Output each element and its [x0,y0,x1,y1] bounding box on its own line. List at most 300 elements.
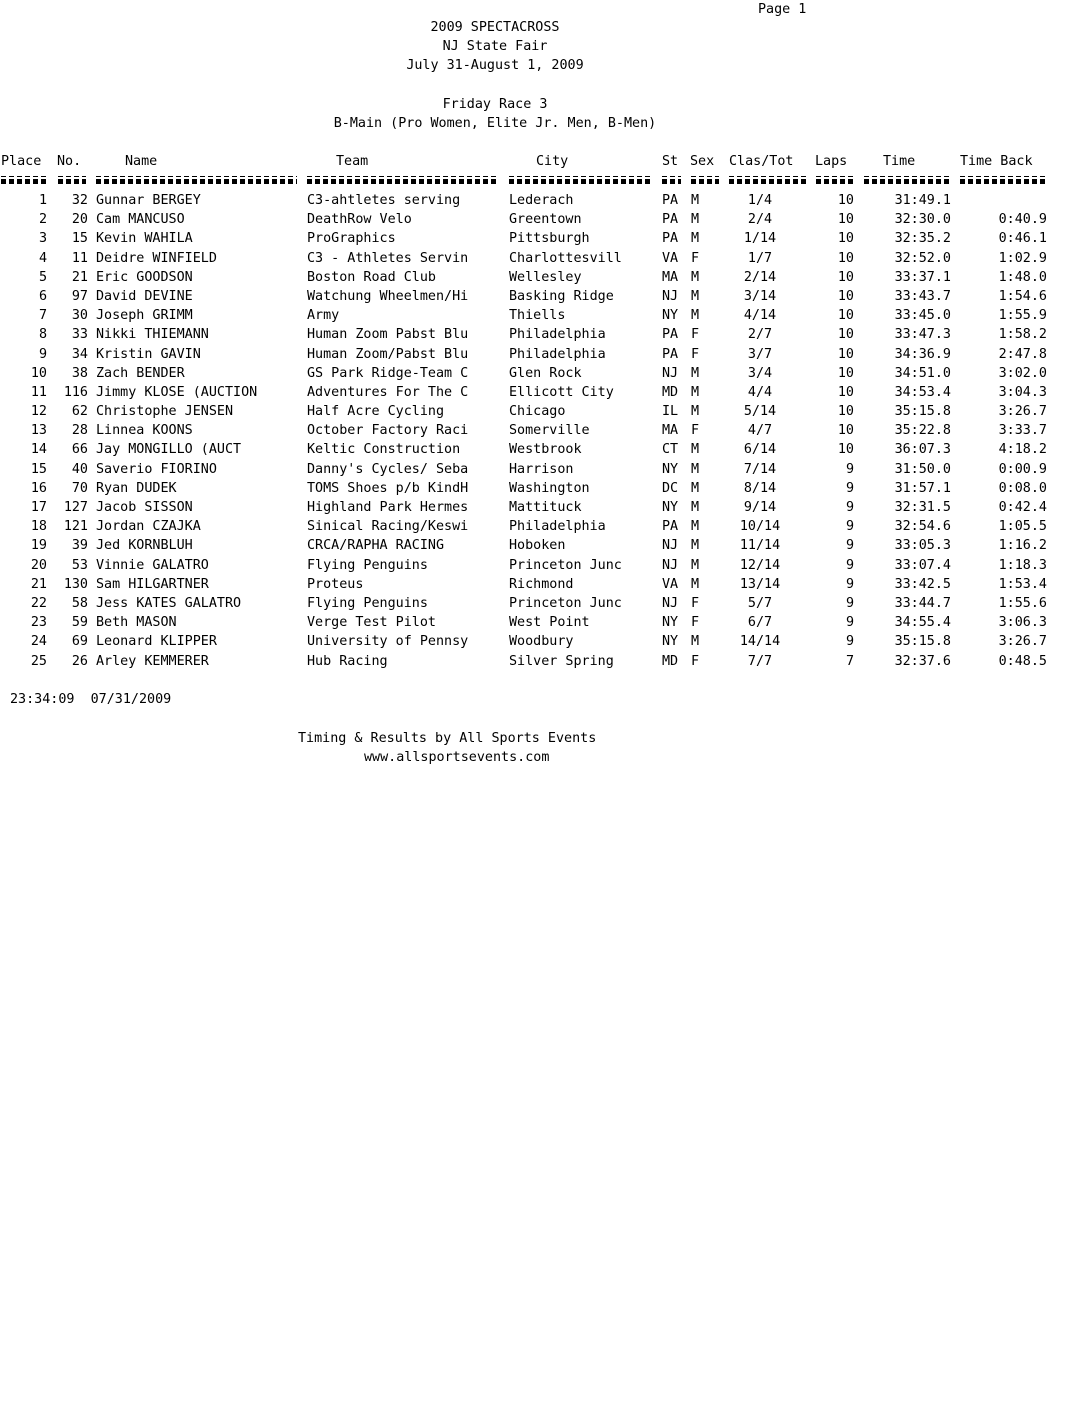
cell-name: Jess KATES GALATRO [96,595,242,611]
cell-back: 1:55.9 [998,308,1047,324]
cell-place: 21 [30,576,47,592]
table-row [0,536,1088,555]
table-row [0,249,1088,268]
cell-st: NJ [662,365,679,381]
cell-city: Lederach [509,193,574,208]
results-table [0,191,1088,671]
table-row [0,191,1088,210]
cell-clas: 13/14 [739,576,781,592]
cell-back: 1:54.6 [998,288,1047,304]
table-row [0,517,1088,536]
cell-back: 0:46.1 [998,231,1047,247]
cell-time: 32:54.6 [894,519,951,535]
cell-back: 0:00.9 [998,461,1047,477]
cell-time: 31:49.1 [894,193,951,208]
cell-sex: M [691,404,700,420]
col-timeback-header: Time Back [960,154,1033,169]
cell-name: Vinnie GALATRO [96,557,209,573]
cell-place: 22 [30,595,47,611]
cell-city: Philadelphia [509,346,606,362]
cell-no: 121 [63,519,88,535]
cell-time: 35:22.8 [894,423,951,439]
cell-st: NY [662,308,679,324]
cell-laps: 10 [837,365,854,381]
col-time-header: Time [883,154,916,169]
table-row [0,594,1088,613]
cell-team: Flying Penguins [307,595,428,611]
cell-sex: F [691,653,700,669]
race-name: Friday Race 3 [442,97,548,112]
cell-st: NJ [662,538,679,554]
cell-sex: F [691,615,700,631]
cell-team: Verge Test Pilot [307,615,436,631]
cell-no: 70 [71,480,88,496]
cell-laps: 10 [837,423,854,439]
cell-back: 1:58.2 [998,327,1047,343]
cell-no: 39 [71,538,88,554]
cell-city: Wellesley [509,269,582,285]
cell-no: 38 [71,365,88,381]
cell-team: CRCA/RAPHA RACING [307,538,445,554]
col-clas-header: Clas/Tot [729,154,794,169]
cell-no: 28 [71,423,88,439]
cell-place: 18 [30,519,47,535]
cell-sex: M [691,519,700,535]
cell-place: 20 [30,557,47,573]
cell-st: CT [662,442,679,458]
cell-sex: M [691,576,700,592]
cell-st: MA [662,423,679,439]
cell-team: Adventures For The C [307,384,469,400]
table-row [0,402,1088,421]
cell-city: Glen Rock [509,365,582,381]
cell-clas: 5/14 [743,404,777,420]
cell-city: Philadelphia [509,519,606,535]
cell-sex: F [691,327,700,343]
cell-time: 35:15.8 [894,404,951,420]
cell-laps: 9 [845,615,854,631]
table-row [0,383,1088,402]
cell-name: Deidre WINFIELD [96,250,217,266]
race-category: B-Main (Pro Women, Elite Jr. Men, B-Men) [333,116,657,131]
cell-no: 20 [71,212,88,228]
cell-back: 1:02.9 [998,250,1047,266]
cell-name: Linnea KOONS [96,423,193,439]
cell-clas: 14/14 [739,634,781,650]
cell-time: 33:05.3 [894,538,951,554]
footer-url: www.allsportsevents.com [364,750,550,765]
table-row [0,460,1088,479]
cell-time: 33:44.7 [894,595,951,611]
cell-name: Jay MONGILLO (AUCT [96,442,242,458]
cell-clas: 4/14 [743,308,777,324]
cell-st: NY [662,634,679,650]
cell-name: Gunnar BERGEY [96,193,201,208]
cell-clas: 6/14 [743,442,777,458]
cell-clas: 2/7 [747,327,773,343]
cell-sex: M [691,308,700,324]
cell-team: Flying Penguins [307,557,428,573]
cell-st: PA [662,231,679,247]
cell-clas: 4/4 [747,384,773,400]
cell-sex: M [691,557,700,573]
cell-laps: 9 [845,576,854,592]
cell-time: 33:37.1 [894,269,951,285]
cell-st: NY [662,500,679,515]
cell-no: 69 [71,634,88,650]
cell-city: Somerville [509,423,590,439]
cell-sex: M [691,288,700,304]
cell-city: Thiells [509,308,566,324]
cell-no: 66 [71,442,88,458]
cell-sex: F [691,250,700,266]
cell-city: Silver Spring [509,653,614,669]
cell-team: Hub Racing [307,653,388,669]
cell-city: Washington [509,480,590,496]
cell-city: Charlottesvill [509,250,622,266]
cell-team: Human Zoom/Pabst Blu [307,346,469,362]
cell-place: 7 [38,308,47,324]
cell-team: Boston Road Club [307,269,436,285]
cell-back: 0:40.9 [998,212,1047,228]
cell-laps: 10 [837,346,854,362]
cell-clas: 3/14 [743,288,777,304]
cell-back: 1:53.4 [998,576,1047,592]
event-dates: July 31-August 1, 2009 [406,58,584,73]
cell-name: Eric GOODSON [96,269,193,285]
cell-no: 15 [71,231,88,247]
cell-place: 25 [30,653,47,669]
cell-place: 2 [38,212,47,228]
results-header [0,152,1088,171]
cell-clas: 1/7 [747,250,773,266]
cell-team: Proteus [307,576,364,592]
cell-back: 1:16.2 [998,538,1047,554]
cell-city: Mattituck [509,500,582,515]
cell-sex: M [691,269,700,285]
cell-sex: M [691,231,700,247]
cell-sex: M [691,365,700,381]
cell-name: Christophe JENSEN [96,404,234,420]
cell-place: 6 [38,288,47,304]
cell-st: PA [662,193,679,208]
cell-no: 130 [63,576,88,592]
cell-name: Arley KEMMERER [96,653,209,669]
cell-city: Chicago [509,404,566,420]
cell-laps: 10 [837,308,854,324]
cell-sex: F [691,423,700,439]
cell-no: 127 [63,500,88,515]
cell-sex: M [691,461,700,477]
header-rule [0,171,1088,190]
cell-clas: 1/14 [743,231,777,247]
cell-time: 32:35.2 [894,231,951,247]
cell-clas: 6/7 [747,615,773,631]
cell-clas: 1/4 [747,193,773,208]
cell-back: 1:05.5 [998,519,1047,535]
table-row [0,268,1088,287]
cell-name: Jordan CZAJKA [96,519,201,535]
table-row [0,556,1088,575]
cell-city: West Point [509,615,590,631]
cell-back: 3:33.7 [998,423,1047,439]
cell-name: Kevin WAHILA [96,231,193,247]
cell-time: 34:53.4 [894,384,951,400]
cell-laps: 10 [837,288,854,304]
cell-team: DeathRow Velo [307,212,412,228]
table-row [0,498,1088,517]
cell-back: 1:48.0 [998,269,1047,285]
cell-back: 3:04.3 [998,384,1047,400]
table-row [0,229,1088,248]
cell-no: 33 [71,327,88,343]
cell-name: Sam HILGARTNER [96,576,209,592]
cell-laps: 10 [837,442,854,458]
cell-team: University of Pennsy [307,634,469,650]
cell-sex: F [691,346,700,362]
cell-back: 0:08.0 [998,480,1047,496]
table-row [0,575,1088,594]
cell-team: Danny's Cycles/ Seba [307,461,469,477]
cell-no: 32 [71,193,88,208]
cell-place: 3 [38,231,47,247]
col-sex-header: Sex [690,154,715,169]
cell-clas: 4/7 [747,423,773,439]
cell-sex: M [691,193,700,208]
cell-no: 58 [71,595,88,611]
cell-sex: M [691,480,700,496]
cell-st: NY [662,615,679,631]
cell-team: October Factory Raci [307,423,469,439]
cell-name: Jacob SISSON [96,500,193,515]
cell-st: MD [662,653,679,669]
cell-place: 5 [38,269,47,285]
cell-laps: 9 [845,557,854,573]
cell-clas: 12/14 [739,557,781,573]
col-name-header: Name [125,154,158,169]
cell-st: VA [662,250,679,266]
cell-clas: 3/7 [747,346,773,362]
footer-credit: Timing & Results by All Sports Events [298,731,597,746]
cell-place: 15 [30,461,47,477]
cell-laps: 10 [837,250,854,266]
cell-name: Leonard KLIPPER [96,634,217,650]
cell-name: Cam MANCUSO [96,212,185,228]
table-row [0,652,1088,671]
cell-laps: 10 [837,212,854,228]
cell-back: 2:47.8 [998,346,1047,362]
cell-st: PA [662,519,679,535]
cell-city: Pittsburgh [509,231,590,247]
cell-time: 35:15.8 [894,634,951,650]
cell-time: 32:37.6 [894,653,951,669]
cell-laps: 10 [837,384,854,400]
cell-sex: M [691,634,700,650]
cell-st: NY [662,461,679,477]
col-no-header: No. [57,154,82,169]
cell-place: 14 [30,442,47,458]
cell-sex: M [691,500,700,515]
event-venue: NJ State Fair [442,39,548,54]
cell-place: 10 [30,365,47,381]
cell-place: 16 [30,480,47,496]
cell-laps: 10 [837,404,854,420]
cell-time: 34:55.4 [894,615,951,631]
cell-place: 11 [30,384,47,400]
cell-laps: 10 [837,327,854,343]
cell-place: 17 [30,500,47,515]
cell-city: Princeton Junc [509,557,622,573]
cell-back: 3:06.3 [998,615,1047,631]
cell-st: NJ [662,557,679,573]
cell-name: Jed KORNBLUH [96,538,193,554]
table-row [0,306,1088,325]
table-row [0,210,1088,229]
table-row [0,632,1088,651]
table-row [0,364,1088,383]
cell-back: 1:18.3 [998,557,1047,573]
table-row [0,479,1088,498]
cell-time: 32:30.0 [894,212,951,228]
cell-team: Army [307,308,340,324]
cell-back: 1:55.6 [998,595,1047,611]
cell-laps: 9 [845,634,854,650]
cell-time: 32:31.5 [894,500,951,515]
cell-place: 23 [30,615,47,631]
cell-time: 33:47.3 [894,327,951,343]
cell-laps: 9 [845,595,854,611]
table-row [0,325,1088,344]
cell-city: Richmond [509,576,574,592]
cell-no: 62 [71,404,88,420]
cell-time: 32:52.0 [894,250,951,266]
cell-st: PA [662,346,679,362]
table-row [0,345,1088,364]
cell-no: 26 [71,653,88,669]
event-title: 2009 SPECTACROSS [430,20,560,35]
cell-place: 9 [38,346,47,362]
cell-clas: 2/14 [743,269,777,285]
table-row [0,613,1088,632]
cell-st: DC [662,480,679,496]
cell-clas: 2/4 [747,212,773,228]
cell-no: 116 [63,384,88,400]
cell-team: C3 - Athletes Servin [307,250,469,266]
cell-team: C3-ahtletes serving [307,193,461,208]
cell-team: Highland Park Hermes [307,500,469,515]
cell-laps: 9 [845,519,854,535]
cell-place: 19 [30,538,47,554]
cell-no: 97 [71,288,88,304]
cell-team: Sinical Racing/Keswi [307,519,469,535]
cell-name: Kristin GAVIN [96,346,201,362]
cell-place: 12 [30,404,47,420]
cell-st: VA [662,576,679,592]
cell-name: Ryan DUDEK [96,480,177,496]
cell-laps: 10 [837,193,854,208]
cell-st: PA [662,327,679,343]
cell-city: Westbrook [509,442,582,458]
cell-clas: 3/4 [747,365,773,381]
cell-sex: F [691,595,700,611]
cell-place: 13 [30,423,47,439]
cell-clas: 9/14 [743,500,777,515]
cell-place: 8 [38,327,47,343]
cell-city: Basking Ridge [509,288,614,304]
cell-no: 59 [71,615,88,631]
cell-time: 34:51.0 [894,365,951,381]
cell-clas: 11/14 [739,538,781,554]
cell-team: GS Park Ridge-Team C [307,365,469,381]
cell-place: 1 [38,193,47,208]
cell-sex: M [691,538,700,554]
cell-team: Watchung Wheelmen/Hi [307,288,469,304]
cell-name: Jimmy KLOSE (AUCTION [96,384,258,400]
cell-clas: 7/7 [747,653,773,669]
cell-laps: 7 [845,653,854,669]
cell-clas: 10/14 [739,519,781,535]
cell-city: Woodbury [509,634,574,650]
col-st-header: St [662,154,679,169]
cell-laps: 9 [845,538,854,554]
print-timestamp: 23:34:09 07/31/2009 [10,692,172,707]
cell-sex: M [691,442,700,458]
table-row [0,440,1088,459]
cell-no: 34 [71,346,88,362]
cell-time: 31:50.0 [894,461,951,477]
cell-st: IL [662,404,679,420]
cell-laps: 10 [837,269,854,285]
table-row [0,421,1088,440]
cell-city: Greentown [509,212,582,228]
cell-team: TOMS Shoes p/b KindH [307,480,469,496]
cell-st: MA [662,269,679,285]
cell-time: 33:42.5 [894,576,951,592]
cell-city: Ellicott City [509,384,614,400]
page-number: Page 1 [758,2,807,17]
cell-st: NJ [662,288,679,304]
cell-back: 0:48.5 [998,653,1047,669]
table-row [0,287,1088,306]
cell-city: Philadelphia [509,327,606,343]
cell-st: PA [662,212,679,228]
cell-sex: M [691,212,700,228]
cell-team: Human Zoom Pabst Blu [307,327,469,343]
cell-team: Keltic Construction [307,442,461,458]
cell-name: David DEVINE [96,288,193,304]
cell-name: Saverio FIORINO [96,461,217,477]
cell-place: 24 [30,634,47,650]
cell-laps: 9 [845,480,854,496]
cell-time: 36:07.3 [894,442,951,458]
cell-time: 33:07.4 [894,557,951,573]
cell-st: NJ [662,595,679,611]
col-laps-header: Laps [815,154,848,169]
cell-time: 31:57.1 [894,480,951,496]
col-city-header: City [536,154,569,169]
col-place-header: Place [1,154,42,169]
cell-city: Princeton Junc [509,595,622,611]
cell-name: Joseph GRIMM [96,308,193,324]
cell-place: 4 [38,250,47,266]
cell-name: Beth MASON [96,615,177,631]
cell-back: 3:02.0 [998,365,1047,381]
cell-no: 11 [71,250,88,266]
cell-back: 0:42.4 [998,500,1047,515]
cell-no: 53 [71,557,88,573]
cell-time: 33:45.0 [894,308,951,324]
cell-back: 3:26.7 [998,634,1047,650]
